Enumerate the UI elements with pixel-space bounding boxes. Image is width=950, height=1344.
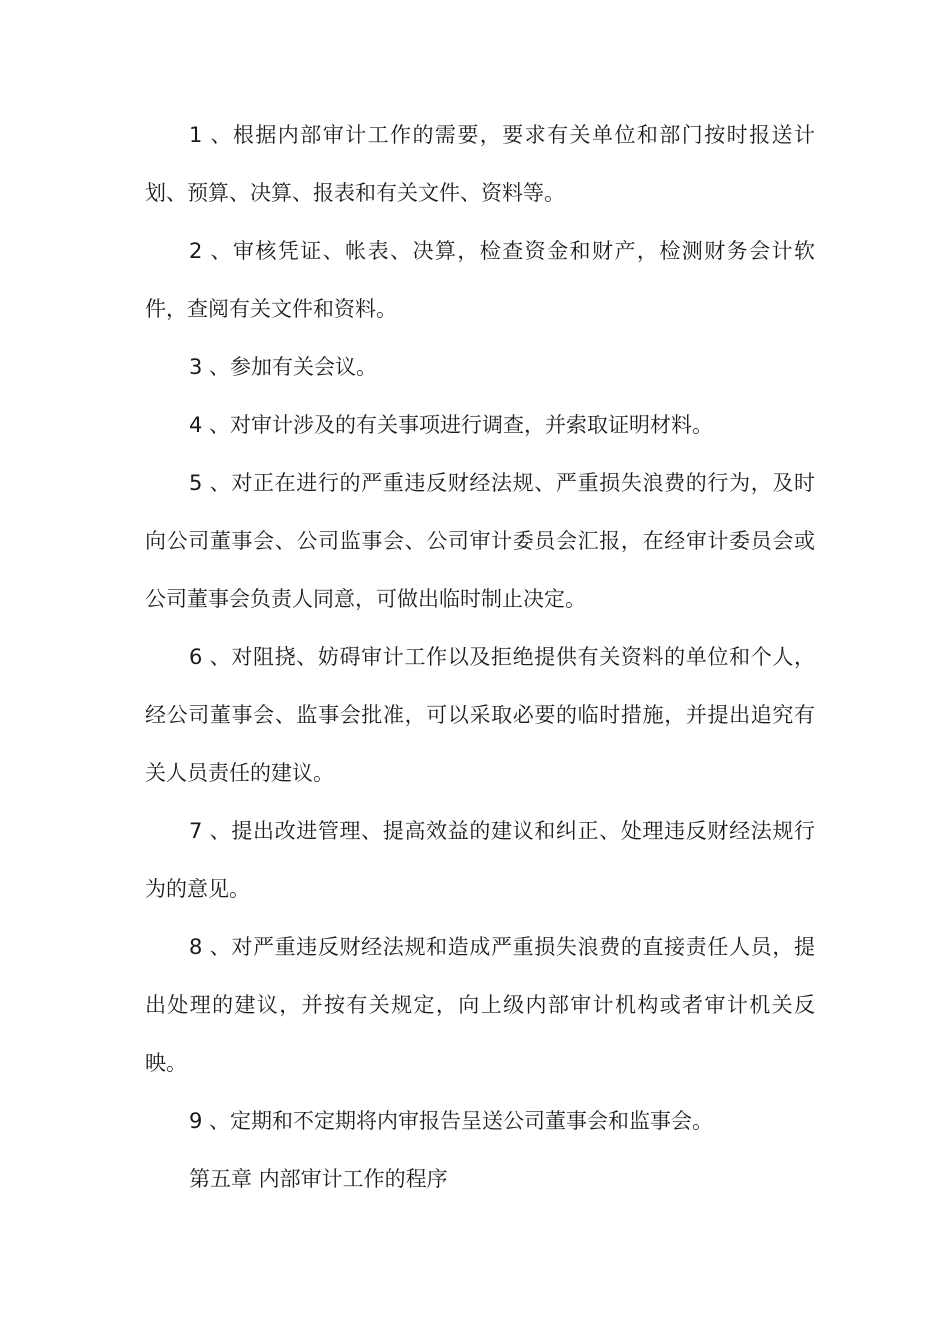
paragraph-item-2: 2 、审核凭证、帐表、决算，检查资金和财产，检测财务会计软件，查阅有关文件和资料。: [145, 239, 815, 321]
paragraph-item-3: 3 、参加有关会议。: [189, 355, 378, 379]
paragraph-item-9: 9 、定期和不定期将内审报告呈送公司董事会和监事会。: [189, 1109, 714, 1133]
paragraph-item-1: 1 、根据内部审计工作的需要，要求有关单位和部门按时报送计划、预算、决算、报表和有关文件、资料等。: [145, 123, 815, 205]
paragraph-item-4: 4 、对审计涉及的有关事项进行调查，并索取证明材料。: [189, 413, 714, 437]
paragraph-item-8: 8 、对严重违反财经法规和造成严重损失浪费的直接责任人员，提出处理的建议，并按有关规定，向上级内部审计机构或者审计机关反映。: [145, 935, 815, 1075]
paragraph-item-7: 7 、提出改进管理、提高效益的建议和纠正、处理违反财经法规行为的意见。: [145, 819, 815, 901]
chapter-heading: 第五章 内部审计工作的程序: [189, 1167, 448, 1191]
paragraph-item-5: 5 、对正在进行的严重违反财经法规、严重损失浪费的行为，及时向公司董事会、公司监事会、公司审计委员会汇报，在经审计委员会或公司董事会负责人同意，可做出临时制止决定。: [145, 471, 815, 611]
document-body: [145, 106, 815, 1208]
paragraph-item-6: 6 、对阻挠、妨碍审计工作以及拒绝提供有关资料的单位和个人，经公司董事会、监事会批准，可以采取必要的临时措施，并提出追究有关人员责任的建议。: [145, 645, 815, 785]
